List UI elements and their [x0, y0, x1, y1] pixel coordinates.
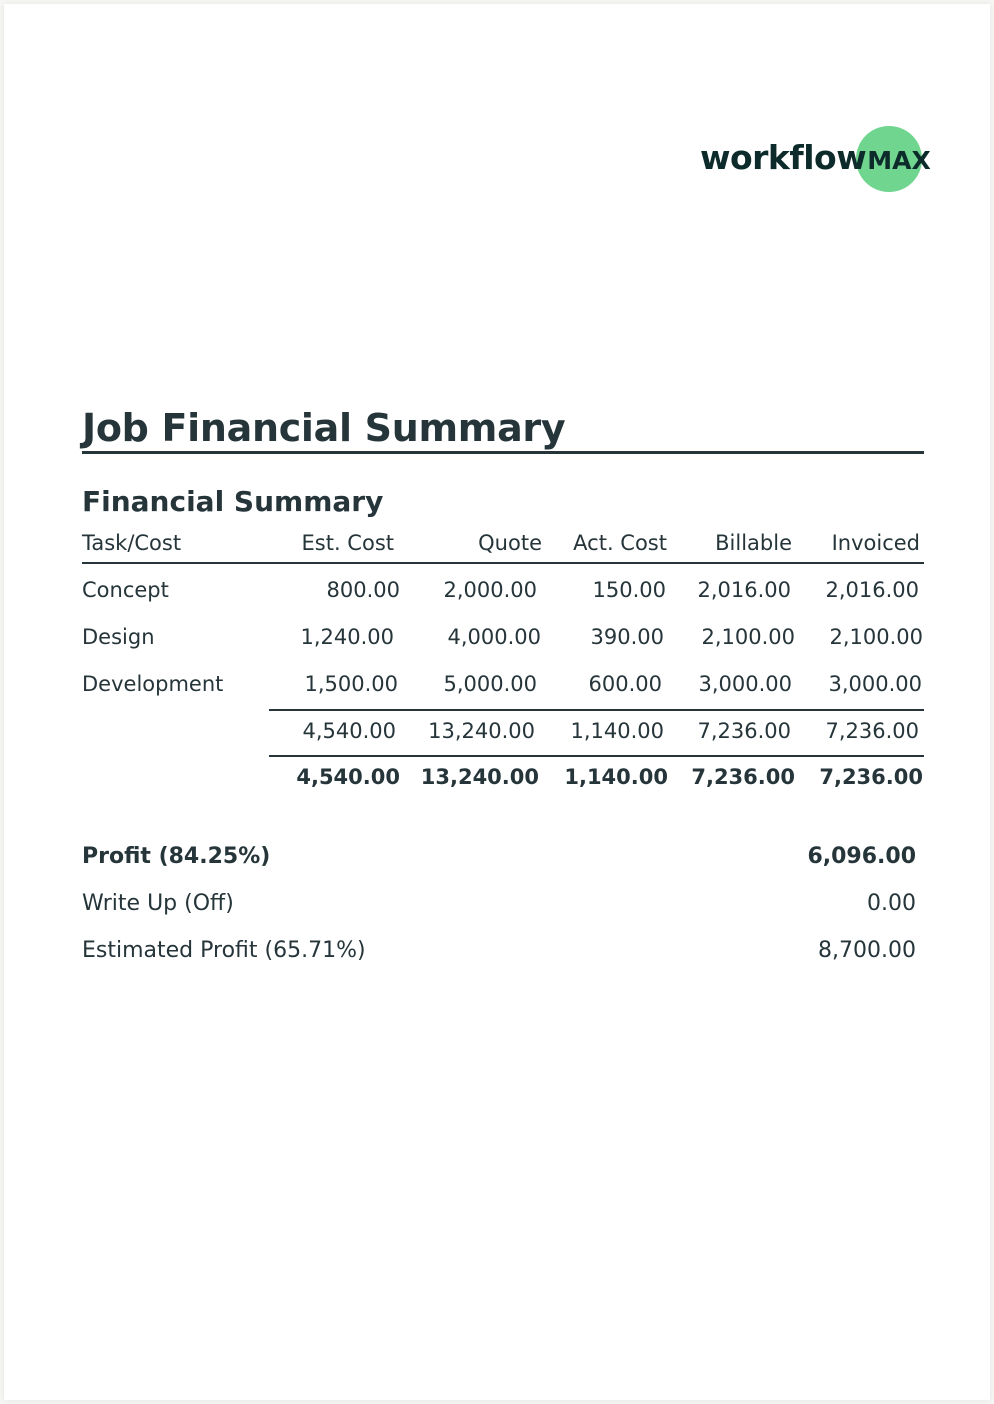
subtotal-billable: 7,236.00	[697, 719, 791, 743]
row-act-cost: 600.00	[588, 672, 662, 696]
row-est-cost: 1,500.00	[304, 672, 398, 696]
profit-value: 6,096.00	[807, 844, 916, 869]
write-up-value: 0.00	[867, 891, 916, 916]
header-invoiced: Invoiced	[831, 531, 920, 555]
header-quote: Quote	[478, 531, 542, 555]
row-billable: 3,000.00	[698, 672, 792, 696]
total-billable: 7,236.00	[691, 765, 795, 789]
header-act-cost: Act. Cost	[573, 531, 667, 555]
logo-text-accent: MAX	[867, 146, 931, 175]
workflowmax-logo	[696, 122, 931, 194]
row-act-cost: 150.00	[592, 578, 666, 602]
subtotal-rule	[269, 709, 924, 711]
total-rule	[269, 755, 924, 757]
document-page	[4, 4, 990, 1400]
header-est-cost: Est. Cost	[301, 531, 394, 555]
logo-text-main: workflow	[700, 138, 867, 177]
subtotal-act-cost: 1,140.00	[570, 719, 664, 743]
header-rule	[82, 562, 924, 564]
row-invoiced: 3,000.00	[828, 672, 922, 696]
row-billable: 2,100.00	[701, 625, 795, 649]
subtotal-quote: 13,240.00	[428, 719, 535, 743]
row-quote: 5,000.00	[443, 672, 537, 696]
row-act-cost: 390.00	[590, 625, 664, 649]
row-est-cost: 800.00	[326, 578, 400, 602]
row-est-cost: 1,240.00	[300, 625, 394, 649]
estimated-profit-value: 8,700.00	[818, 938, 916, 963]
estimated-profit-label: Estimated Profit (65.71%)	[82, 938, 366, 963]
title-underline	[82, 451, 924, 454]
header-task-cost: Task/Cost	[82, 531, 182, 555]
row-quote: 2,000.00	[443, 578, 537, 602]
row-invoiced: 2,100.00	[829, 625, 923, 649]
total-quote: 13,240.00	[420, 765, 539, 789]
total-invoiced: 7,236.00	[819, 765, 923, 789]
profit-label: Profit (84.25%)	[82, 844, 271, 869]
row-invoiced: 2,016.00	[825, 578, 919, 602]
row-task-name: Development	[82, 672, 224, 696]
row-task-name: Design	[82, 625, 155, 649]
total-est-cost: 4,540.00	[296, 765, 400, 789]
row-task-name: Concept	[82, 578, 169, 602]
write-up-label: Write Up (Off)	[82, 891, 234, 916]
header-billable: Billable	[715, 531, 792, 555]
subtotal-est-cost: 4,540.00	[302, 719, 396, 743]
document-title: Job Financial Summary	[82, 406, 566, 450]
subtotal-invoiced: 7,236.00	[825, 719, 919, 743]
row-billable: 2,016.00	[697, 578, 791, 602]
row-quote: 4,000.00	[447, 625, 541, 649]
total-act-cost: 1,140.00	[564, 765, 668, 789]
logo-wordmark	[700, 136, 931, 183]
section-title: Financial Summary	[82, 485, 384, 518]
